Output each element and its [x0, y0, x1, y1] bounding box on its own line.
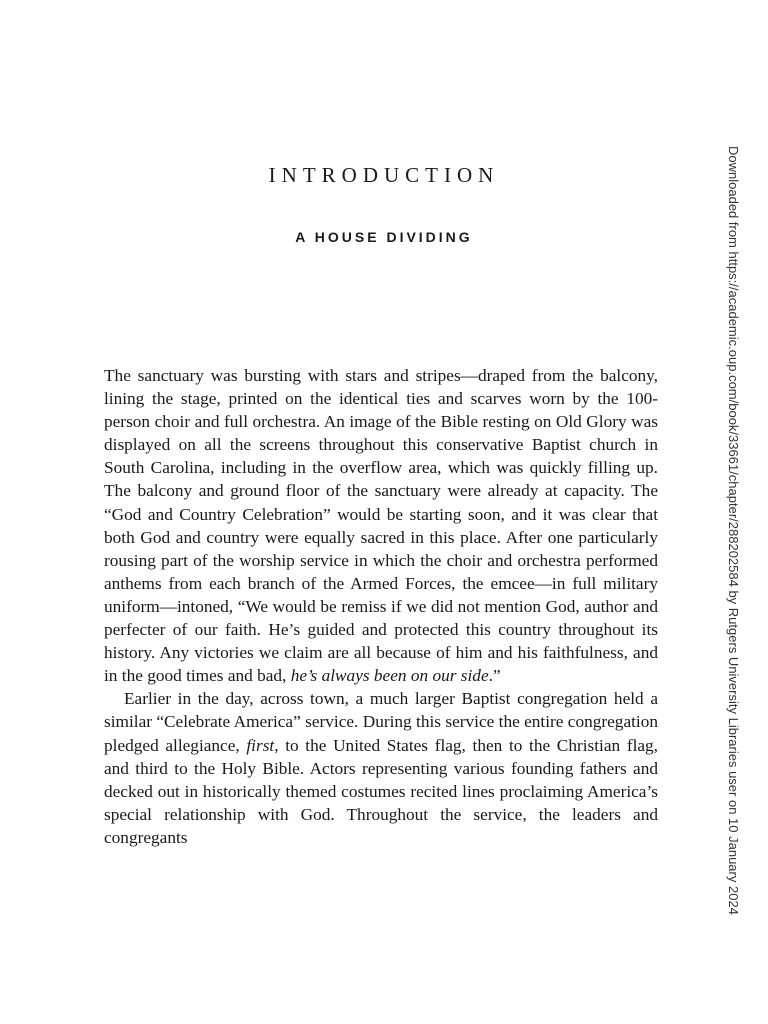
paragraph-2-text-a: Earlier in the day, across town, a much larger Baptist congregation held a similar “Celebrate America” service. During this service the entire congregation pledged allegiance, [104, 689, 658, 755]
body-text [104, 364, 658, 849]
paragraph-1 [104, 364, 658, 687]
paragraph-1-text-a: The sanctuary was bursting with stars and stripes—draped from the balcony, lining the stage, printed on the identical ties and scarves worn by the 100-person choir and full orchestra. An image of the Bible resting on Old Glory was displayed on all the screens throughout this conservative Baptist church in South Carolina, including in the overflow area, which was quickly filling up. The balcony and ground floor of the sanctuary were already at capacity. The “God and Country Celebration” would be starting soon, and it was clear that both God and country were equally sacred in this place. After one particularly rousing part of the worship service in which the choir and orchestra performed anthems from each branch of the Armed Forces, the emcee—in full military uniform—intoned, “We would be remiss if we did not mention God, author and perfecter of our faith. He’s guided and protected this country throughout its history. Any victories we claim are all because of him and his faithfulness, and in the good times and bad, [104, 366, 658, 686]
paragraph-2 [104, 687, 658, 849]
paragraph-2-italic: first [246, 735, 275, 755]
chapter-title: INTRODUCTION [268, 163, 500, 187]
chapter-subtitle: A HOUSE DIVIDING [295, 229, 473, 245]
paragraph-1-text-b: .” [488, 666, 501, 686]
paragraph-2-text-b: , to the United States flag, then to the Christian flag, and third to the Holy Bible. Actors representing various founding fathers and decked out in historically themed costumes recited lines proclaiming America’s special relationship with God. Throughout the service, the leaders and congregants [104, 735, 659, 847]
download-watermark: Downloaded from https://academic.oup.com/book/33661/chapter/288202584 by Rutgers University Libraries user on 10 January 2024 [726, 146, 741, 915]
paragraph-1-italic: he’s always been on our side [290, 666, 489, 686]
